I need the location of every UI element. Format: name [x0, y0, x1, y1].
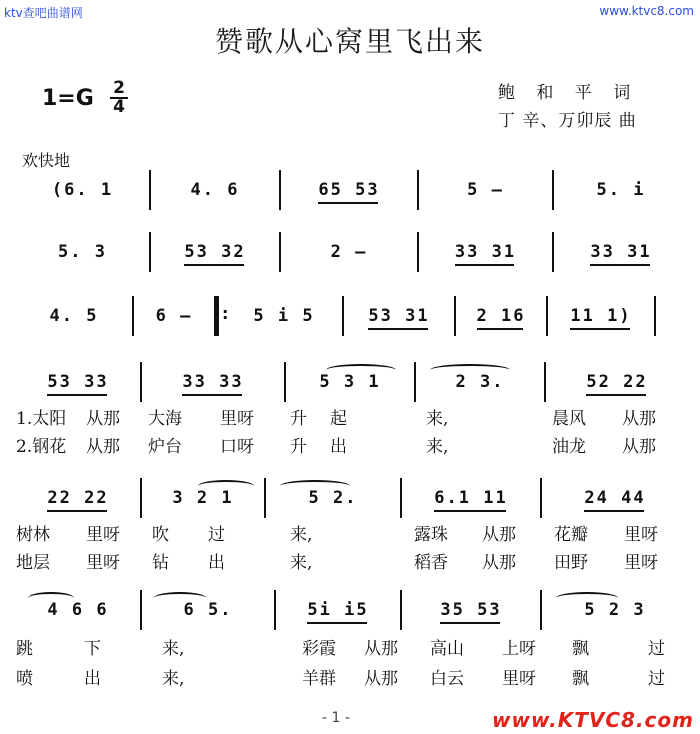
- notes: 52 22: [586, 372, 648, 392]
- notes: 5 —: [467, 180, 504, 200]
- lyric-word: 来,: [290, 553, 313, 573]
- measure: [402, 478, 542, 518]
- notes: 33 31: [590, 242, 652, 262]
- lyric-word: 田野: [554, 553, 588, 573]
- measure: [16, 232, 151, 272]
- measure: [402, 590, 542, 630]
- lyric-word: 彩霞: [302, 639, 336, 659]
- notes: 5 i 5: [253, 306, 315, 326]
- lyric-word: 白云: [430, 669, 464, 689]
- lyric-word: 从那: [622, 437, 656, 457]
- song-title: 赞歌从心窝里飞出来: [214, 25, 485, 58]
- measure: [16, 590, 142, 630]
- lyric-word: 吹: [152, 525, 169, 545]
- lyric-word: 里呀: [502, 669, 536, 689]
- lyric-word: 从那: [364, 669, 398, 689]
- lyric-verse-2-line-3: [16, 664, 688, 689]
- lyric-word: 花瓣: [554, 525, 588, 545]
- staff-row-4: [16, 362, 688, 402]
- lyric-word: 口呀: [220, 437, 254, 457]
- notes: 6.1 11: [434, 488, 508, 508]
- lyric-word: 下: [84, 639, 101, 659]
- notes: 53 33: [47, 372, 109, 392]
- measure: [281, 170, 419, 210]
- lyric-word: 过: [208, 525, 225, 545]
- staff-row-3: [16, 296, 688, 336]
- measure: [554, 232, 688, 272]
- measure: [419, 170, 554, 210]
- measure: [16, 478, 142, 518]
- measure: [281, 232, 419, 272]
- lyric-word: 出: [84, 669, 101, 689]
- lyric-word: 起: [330, 409, 347, 429]
- lyric-word: 里呀: [86, 525, 120, 545]
- notes: 4 6 6: [47, 600, 109, 620]
- notes: 24 44: [584, 488, 646, 508]
- measure: [548, 296, 656, 336]
- staff-row-1: [16, 170, 688, 210]
- notes: 35 53: [440, 600, 502, 620]
- lyric-word: 里呀: [624, 525, 658, 545]
- lyric-word: 飘: [572, 669, 589, 689]
- page-number: - 1 -: [322, 710, 350, 726]
- notes: 5 2.: [308, 488, 358, 508]
- measure: [554, 170, 688, 210]
- lyric-word: 里呀: [624, 553, 658, 573]
- lyric-word: 跳: [16, 639, 33, 659]
- lyric-word: 从那: [364, 639, 398, 659]
- lyric-word: 钻: [152, 553, 169, 573]
- measure: [142, 362, 286, 402]
- measure: [151, 170, 281, 210]
- lyric-word: 从那: [622, 409, 656, 429]
- lyric-word: 树林: [16, 525, 50, 545]
- measure: [216, 296, 344, 336]
- lyric-word: 从那: [482, 525, 516, 545]
- notes: 4. 5: [49, 306, 99, 326]
- lyric-word: 出: [330, 437, 347, 457]
- notes: 3 2 1: [172, 488, 234, 508]
- lyric-word: 过: [648, 639, 665, 659]
- notes: 22 22: [47, 488, 109, 508]
- notes: 5 3 1: [319, 372, 381, 392]
- lyric-word: 来,: [290, 525, 313, 545]
- notes: 6 5.: [183, 600, 233, 620]
- notes: 53 31: [368, 306, 430, 326]
- measure: [142, 478, 266, 518]
- lyric-word: 来,: [162, 639, 185, 659]
- notes: (6. 1: [51, 180, 114, 200]
- lyric-word: 稻香: [414, 553, 448, 573]
- measure: [344, 296, 456, 336]
- lyric-word: 来,: [426, 437, 449, 457]
- staff-row-5: [16, 478, 688, 518]
- lyric-word: 从那: [86, 409, 120, 429]
- measure: [542, 590, 688, 630]
- measure: [151, 232, 281, 272]
- lyric-verse-1-line-2: [16, 520, 688, 545]
- measure: [16, 170, 151, 210]
- notes: 2 —: [330, 242, 368, 262]
- time-signature: [110, 80, 128, 116]
- staff-row-2: [16, 232, 688, 272]
- watermark-bottom-right: www.KTVC8.com: [492, 708, 694, 732]
- notes: 5i i5: [307, 600, 369, 620]
- measure: [16, 362, 142, 402]
- time-signature-top: 2: [110, 80, 128, 99]
- notes: 5. i: [596, 180, 646, 200]
- lyric-word: 从那: [482, 553, 516, 573]
- notes: 2 3.: [455, 372, 505, 392]
- notes: 6 —: [155, 306, 193, 326]
- lyric-word: 高山: [430, 639, 464, 659]
- lyric-word: 过: [648, 669, 665, 689]
- lyric-word: 里呀: [220, 409, 254, 429]
- lyric-word: 炉台: [148, 437, 182, 457]
- notes: 11 1): [570, 306, 632, 326]
- key-signature: 1=G: [42, 86, 94, 111]
- measure: [266, 478, 402, 518]
- lyric-verse-1-line-3: [16, 634, 688, 659]
- staff-row-6: [16, 590, 688, 630]
- lyric-word: 喷: [16, 669, 33, 689]
- lyric-word: 羊群: [302, 669, 336, 689]
- notes: 53 32: [184, 242, 246, 262]
- composer-credit: 丁 辛、万卯辰 曲: [498, 111, 637, 131]
- watermark-top-right: www.ktvc8.com: [599, 4, 694, 18]
- time-signature-bottom: 4: [113, 97, 125, 117]
- lyricist-credit: 鲍 和 平 词: [498, 83, 632, 103]
- lyric-word: 大海: [148, 409, 182, 429]
- lyric-word: 升: [290, 409, 307, 429]
- measure: [286, 362, 416, 402]
- measure: [142, 590, 276, 630]
- lyric-word: 来,: [426, 409, 449, 429]
- lyric-word: 油龙: [552, 437, 586, 457]
- lyric-word: 2.钢花: [16, 437, 67, 457]
- tempo-marking: 欢快地: [22, 151, 71, 170]
- lyric-word: 露珠: [414, 525, 448, 545]
- lyric-word: 升: [290, 437, 307, 457]
- watermark-top-left: ktv查吧曲谱网: [4, 6, 83, 20]
- measure: [134, 296, 216, 336]
- notes: 65 53: [318, 180, 380, 200]
- notes: 33 31: [454, 242, 517, 262]
- lyric-word: 从那: [86, 437, 120, 457]
- lyric-verse-2-line-2: [16, 548, 688, 573]
- repeat-sign: [216, 296, 227, 336]
- measure: [16, 296, 134, 336]
- measure: [276, 590, 402, 630]
- lyric-verse-1-line-1: [16, 404, 688, 429]
- lyric-word: 上呀: [502, 639, 536, 659]
- notes: 5 2 3: [584, 600, 646, 620]
- measure: [546, 362, 688, 402]
- measure: [419, 232, 554, 272]
- lyric-word: 晨风: [552, 409, 586, 429]
- notes: 5. 3: [58, 242, 107, 262]
- lyric-word: 出: [208, 553, 225, 573]
- lyric-word: 1.太阳: [16, 409, 67, 429]
- lyric-word: 里呀: [86, 553, 120, 573]
- lyric-word: 地层: [16, 553, 50, 573]
- lyric-word: 飘: [572, 639, 589, 659]
- notes: 4. 6: [190, 180, 240, 200]
- lyric-verse-2-line-1: [16, 432, 688, 457]
- measure: [416, 362, 546, 402]
- measure: [456, 296, 548, 336]
- notes: 33 33: [182, 372, 244, 392]
- measure: [542, 478, 688, 518]
- notes: 2 16: [476, 306, 526, 326]
- lyric-word: 来,: [162, 669, 185, 689]
